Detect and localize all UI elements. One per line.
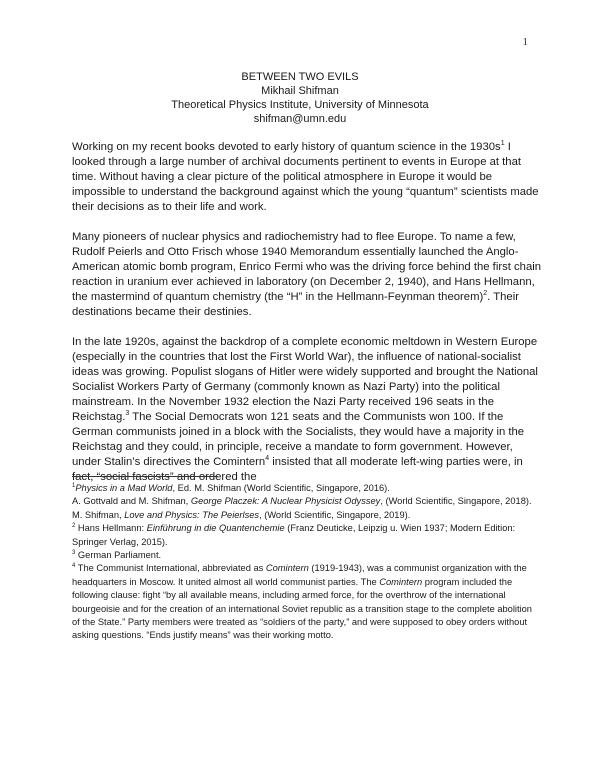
footnote-marker-3: 3 xyxy=(125,410,130,418)
footnote-4 xyxy=(72,562,542,642)
footnote-1-ref-2-authors: A. Gottvald and M. Shifman, xyxy=(72,496,191,507)
footnotes xyxy=(72,482,542,643)
footnote-1-ref-3-title: Love and Physics: The Peierlses xyxy=(124,509,260,520)
footnote-marker-2: 2 xyxy=(483,290,488,298)
paragraph-2 xyxy=(72,230,542,320)
footnote-2-number: 2 xyxy=(72,523,76,530)
footnote-4-number: 4 xyxy=(72,563,76,570)
author-email: shifman@umn.edu xyxy=(253,113,347,125)
footnote-2-text: (Franz Deuticke, Leipzig u. Wien 1937; Modern Edition: Springer Verlag, 2015). xyxy=(72,523,516,547)
footnote-1-ref-3-authors: M. Shifman, xyxy=(72,509,125,520)
main-text xyxy=(72,140,542,500)
footnote-marker-1: 1 xyxy=(500,140,505,148)
paper-title: BETWEEN TWO EVILS xyxy=(241,71,359,83)
paragraph-3-text-b: The Social Democrats won 121 seats and the Communists won 100. If the German communists joined in a block with the Socialists, they would have a majority in the Reichstag and they could, in principle, receive a mandate to form government. However, under Stalin’s directives the Comintern xyxy=(72,411,525,468)
author-affiliation: Theoretical Physics Institute, University of Minnesota xyxy=(171,99,429,111)
footnote-2 xyxy=(72,522,542,549)
footnote-4-term-1: Comintern xyxy=(265,563,309,574)
footnote-4-text-c: program included the following clause: fight “by all available means, including armed force, for the overthrow of the international bourgeoisie and for the creation of an international Soviet republic as a transition stage to the complete abolition of the State.” Party members were treated as “soldiers of the party,” and were supposed to obey orders without asking questions. “Ends justify means” was their working motto. xyxy=(72,576,532,641)
footnote-2-author: Hans Hellmann: xyxy=(75,523,147,534)
footnote-4-text-b: (1919-1943), was a communist organization with the headquarters in Moscow. It united almost all world communist parties. The xyxy=(72,563,527,587)
footnote-1-number: 1 xyxy=(72,482,76,489)
author-name: Mikhail Shifman xyxy=(261,85,339,97)
paragraph-3-text-c: insisted that all moderate left-wing parties were, in fact, “social fascists” and ordered the xyxy=(72,456,523,483)
footnote-4-text-a: The Communist International, abbreviated as xyxy=(75,563,266,574)
footnote-1-ref-2 xyxy=(72,495,542,508)
footnote-3-number: 3 xyxy=(72,549,76,556)
footnote-divider xyxy=(72,476,218,477)
footnote-1-book-title: Physics in a Mad World xyxy=(75,483,173,493)
paragraph-1-text-a: Working on my recent books devoted to early history of quantum science in the 1930s xyxy=(72,141,501,153)
paragraph-1-text-b: I looked through a large number of archival documents pertinent to events in Europe at that time. Without having a clear picture of the political atmosphere in Europe it would be impossible to understand the background against which the young “quantum” scientists made their decisions as to their life and work. xyxy=(72,141,539,213)
paragraph-3 xyxy=(72,335,542,485)
footnote-1-text: , Ed. M. Shifman (World Scientific, Singapore, 2016). xyxy=(172,483,390,493)
footnote-1-ref-2-title: George Placzek: A Nuclear Physicist Odyssey xyxy=(190,496,381,507)
footnote-2-title: Einführung in die Quantenchemie xyxy=(146,523,285,534)
title-block xyxy=(0,70,600,126)
footnote-3 xyxy=(72,549,542,562)
paragraph-3-text-a: In the late 1920s, against the backdrop of a complete economic meltdown in Western Europe (especially in the countries that lost the First World War), the influence of national-socialist ideas was growing. Populist slogans of Hitler were widely supported and brought the National Socialist Workers Party of Germany (commonly known as Nazi Party) into the political mainstream. In the November 1932 election the Nazi Party received 196 seats in the Reichstag. xyxy=(72,336,538,423)
page-number: 1 xyxy=(522,36,528,48)
footnote-1-ref-3-text: , (World Scientific, Singapore, 2019). xyxy=(259,509,411,520)
paragraph-2-text-b: . Their destinations became their destinies. xyxy=(72,291,519,318)
footnote-1-ref-3 xyxy=(72,509,542,522)
paragraph-1 xyxy=(72,140,542,215)
footnote-1-ref-2-text: , (World Scientific, Singapore, 2018). xyxy=(380,496,532,507)
footnote-4-term-2: Comintern xyxy=(379,576,423,587)
footnote-1 xyxy=(72,482,542,495)
footnote-marker-4: 4 xyxy=(265,455,270,463)
paragraph-2-text-a: Many pioneers of nuclear physics and radiochemistry had to flee Europe. To name a few, Rudolf Peierls and Otto Frisch whose 1940 Memorandum essentially launched the Anglo-American atomic bomb program, Enrico Fermi who was the driving force behind the first chain reaction in uranium ever achieved in laboratory (on December 2, 1940), and Hans Hellmann, the mastermind of quantum chemistry (the “H” in the Hellmann-Feynman theorem) xyxy=(72,231,542,303)
footnote-3-text: German Parliament. xyxy=(75,550,162,561)
